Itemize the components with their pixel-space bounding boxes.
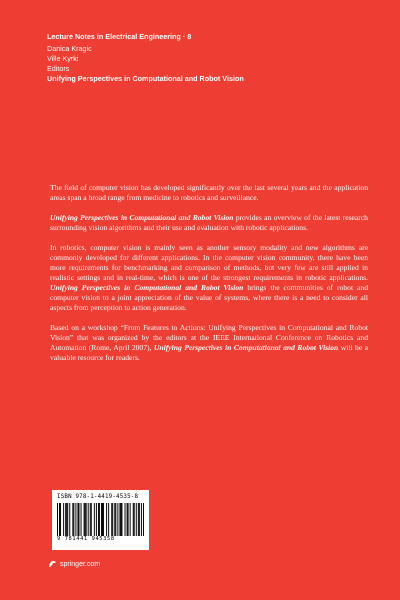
blurb-text: will be a valuable resource for readers. <box>50 343 369 362</box>
blurb-text: The field of computer vision has developed significantly over the last several years and the application areas span a broad range from medicine to robotics and surveillance. <box>50 183 368 202</box>
springer-horse-icon <box>48 560 57 568</box>
blurb-paragraph <box>50 323 368 363</box>
ean-number: 9 781441 945358 <box>57 536 115 542</box>
blurb-text: In robotics, computer vision is mainly seen as another sensory modality and new algorithms are commonly developed for different applications. In the computer vision community, there have been more requirements for benchmarking and comparison of methods, but very few are still applied in realistic settings and in real-time, which is one of the strongest requirements in robotic applications. <box>50 243 368 282</box>
barcode <box>52 490 149 550</box>
blurb-paragraph <box>50 213 368 233</box>
blurb-text: brings the communities of robot and computer vision to a joint appreciation of the value of systems, where there is a need to consider all aspects from perception to action generation. <box>50 283 368 312</box>
book-title: Unifying Perspectives in Computational and Robot Vision <box>47 74 244 83</box>
editors-label: Editors <box>47 64 70 73</box>
barcode-bars <box>57 503 144 536</box>
blurb-text: Based on a workshop “From Features to Actions: Unifying Perspectives in Computational and Robot Vision” that was organized by the editors at the IEEE International Conference on Robotics and Automation (Rome, April 2007), <box>50 323 368 352</box>
blurb-book-title: Unifying Perspectives in Computational and Robot Vision <box>50 213 234 222</box>
editor-name: Ville Kyrki <box>47 54 79 63</box>
isbn-text: ISBN 978-1-4419-4535-8 <box>57 494 139 500</box>
series-line: Lecture Notes in Electrical Engineering · 8 <box>47 32 192 41</box>
publisher-imprint <box>48 560 100 568</box>
blurb-paragraph <box>50 243 368 313</box>
back-cover-blurb <box>50 183 368 373</box>
blurb-paragraph <box>50 183 368 203</box>
blurb-text: provides an overview of the latest research surrounding vision algorithms and their use and evaluation with robotic applications. <box>50 213 368 232</box>
editor-name: Danica Kragic <box>47 44 92 53</box>
blurb-book-title: Unifying Perspectives in Computational and Robot Vision <box>153 343 339 352</box>
publisher-name: springer.com <box>60 560 101 568</box>
blurb-book-title: Unifying Perspectives in Computational and Robot Vision <box>50 283 244 292</box>
cover-header <box>47 32 377 84</box>
